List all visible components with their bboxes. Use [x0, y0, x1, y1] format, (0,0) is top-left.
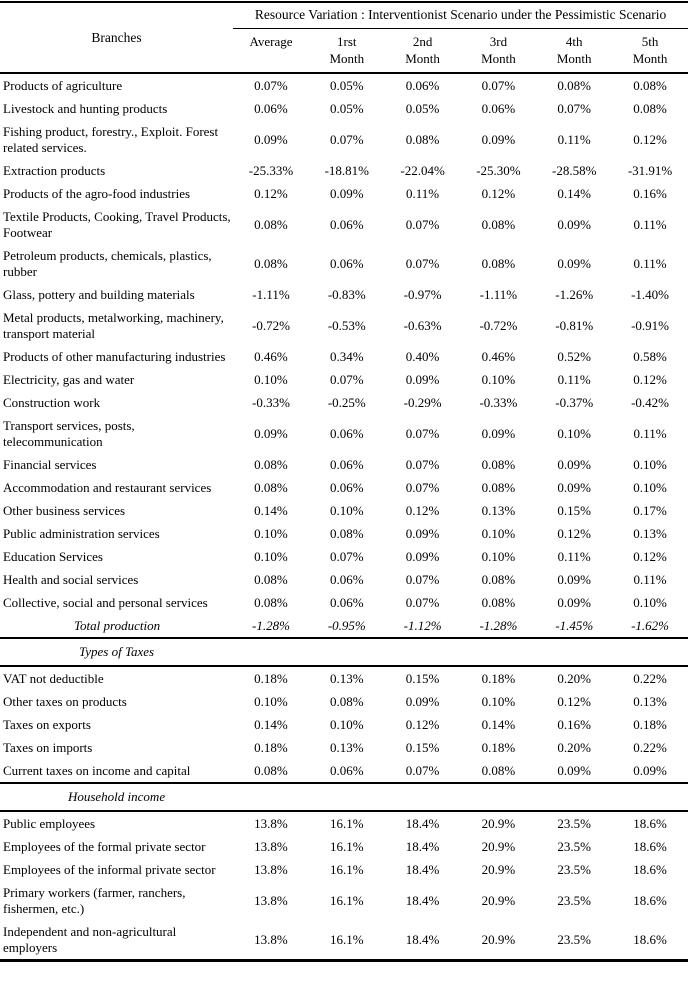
value-cell: 0.20%: [557, 739, 592, 755]
table-row: [0, 545, 688, 568]
row-label: Glass, pottery and building materials: [3, 286, 195, 302]
value-cell: 23.5%: [557, 861, 592, 877]
value-cell: 0.14%: [481, 716, 516, 732]
value-cell: 23.5%: [557, 838, 592, 854]
table-row: [0, 182, 688, 205]
value-cell: 0.08%: [329, 693, 364, 709]
value-cell: 0.06%: [309, 759, 385, 783]
value-cell: 0.10%: [481, 548, 516, 564]
value-cell: 0.06%: [329, 571, 364, 587]
column-header-1rst-month: [309, 29, 385, 74]
table-row: [0, 759, 688, 783]
value-cell: 0.08%: [481, 216, 516, 232]
value-cell: 0.08%: [254, 216, 288, 232]
table-row: [0, 476, 688, 499]
value-cell: 0.08%: [481, 255, 516, 271]
value-cell: 16.1%: [329, 815, 364, 831]
value-cell: 0.10%: [329, 716, 364, 732]
value-cell: 13.8%: [254, 861, 288, 877]
value-cell: 0.09%: [557, 216, 592, 232]
branches-column-header: Branches: [91, 29, 142, 45]
row-label: Public administration services: [3, 525, 160, 541]
value-cell: -31.91%: [627, 162, 673, 178]
value-cell: 0.06%: [329, 594, 364, 610]
value-cell: 0.12%: [557, 693, 592, 709]
table-row: [0, 881, 688, 920]
value-cell: 0.08%: [405, 131, 440, 147]
value-cell: 0.08%: [481, 594, 516, 610]
row-label: Current taxes on income and capital: [0, 759, 233, 783]
value-cell: 0.06%: [254, 100, 288, 116]
row-label: Electricity, gas and water: [3, 371, 135, 387]
value-cell: 0.18%: [481, 739, 516, 755]
value-cell: 20.9%: [481, 892, 516, 908]
value-cell: 0.09%: [557, 479, 592, 495]
table-row: [0, 835, 688, 858]
value-cell: 18.6%: [633, 892, 667, 908]
value-cell: 0.08%: [481, 571, 516, 587]
column-header-line1: 4th: [565, 34, 583, 49]
value-cell: -0.53%: [327, 317, 366, 333]
table-row: [0, 159, 688, 182]
value-cell: 0.17%: [633, 502, 667, 518]
table-row: [0, 345, 688, 368]
value-cell: -1.28%: [233, 614, 309, 638]
value-cell: 20.9%: [481, 838, 516, 854]
table-row: [0, 97, 688, 120]
value-cell: 0.09%: [405, 371, 440, 387]
value-cell: -22.04%: [400, 162, 445, 178]
value-cell: 0.08%: [254, 479, 288, 495]
section-title: Household income: [0, 783, 233, 811]
value-cell: 0.10%: [254, 548, 288, 564]
row-label: Taxes on imports: [3, 739, 93, 755]
table-row: [0, 499, 688, 522]
value-cell: 0.08%: [254, 456, 288, 472]
column-header-3rd-month: [461, 29, 537, 74]
table-row: [0, 736, 688, 759]
value-cell: 0.10%: [633, 456, 667, 472]
value-cell: -0.63%: [403, 317, 442, 333]
row-label: Products of other manufacturing industries: [3, 348, 226, 364]
value-cell: 0.06%: [329, 425, 364, 441]
value-cell: 0.06%: [329, 255, 364, 271]
value-cell: 0.09%: [481, 131, 516, 147]
value-cell: 18.4%: [405, 861, 440, 877]
value-cell: 0.18%: [633, 716, 667, 732]
value-cell: 0.08%: [481, 479, 516, 495]
value-cell: 0.12%: [481, 185, 516, 201]
table-title: Resource Variation : Interventionist Scenario under the Pessimistic Scenario: [233, 2, 688, 29]
value-cell: 0.07%: [405, 425, 440, 441]
value-cell: 0.14%: [557, 185, 592, 201]
value-cell: 0.08%: [633, 77, 667, 93]
value-cell: -0.97%: [403, 286, 442, 302]
value-cell: 0.13%: [481, 502, 516, 518]
value-cell: 18.6%: [633, 861, 667, 877]
value-cell: 0.08%: [254, 594, 288, 610]
title-row: [0, 2, 688, 29]
value-cell: -0.42%: [631, 394, 670, 410]
value-cell: 0.06%: [329, 479, 364, 495]
value-cell: 0.09%: [557, 594, 592, 610]
value-cell: 0.11%: [557, 371, 591, 387]
row-label: Construction work: [3, 394, 101, 410]
value-cell: 18.4%: [405, 892, 440, 908]
value-cell: 0.09%: [557, 571, 592, 587]
value-cell: 0.14%: [254, 502, 288, 518]
value-cell: 0.34%: [329, 348, 364, 364]
row-label: Fishing product, forestry., Exploit. Forest related services.: [3, 123, 219, 155]
value-cell: 0.05%: [329, 77, 364, 93]
row-label: Livestock and hunting products: [3, 100, 168, 116]
value-cell: 0.16%: [557, 716, 592, 732]
value-cell: 0.11%: [557, 131, 591, 147]
value-cell: 0.11%: [633, 255, 667, 271]
value-cell: 18.4%: [405, 838, 440, 854]
value-cell: 18.6%: [633, 838, 667, 854]
value-cell: -1.12%: [385, 614, 461, 638]
value-cell: 0.10%: [481, 693, 516, 709]
table-row: [0, 811, 688, 835]
value-cell: 0.09%: [329, 185, 364, 201]
table-row: [0, 453, 688, 476]
value-cell: 0.05%: [405, 100, 440, 116]
value-cell: 0.12%: [633, 371, 667, 387]
value-cell: -1.26%: [555, 286, 594, 302]
row-label: Primary workers (farmer, ranchers, fishermen, etc.): [3, 884, 186, 916]
value-cell: 0.07%: [405, 216, 440, 232]
value-cell: -0.37%: [555, 394, 594, 410]
row-label: Collective, social and personal services: [3, 594, 208, 610]
value-cell: -1.45%: [536, 614, 612, 638]
value-cell: 0.16%: [633, 185, 667, 201]
table-header: [0, 2, 688, 73]
table-row: [0, 690, 688, 713]
value-cell: 0.10%: [557, 425, 592, 441]
value-cell: -0.33%: [479, 394, 518, 410]
value-cell: 0.07%: [405, 571, 440, 587]
resource-variation-table: [0, 1, 688, 962]
value-cell: 0.07%: [405, 456, 440, 472]
table-row: [0, 568, 688, 591]
value-cell: 0.11%: [633, 425, 667, 441]
value-cell: 0.12%: [557, 525, 592, 541]
value-cell: 0.12%: [405, 502, 440, 518]
value-cell: 0.10%: [633, 479, 667, 495]
table-row: [0, 120, 688, 159]
value-cell: 0.11%: [633, 571, 667, 587]
value-cell: -25.33%: [248, 162, 294, 178]
value-cell: 0.08%: [329, 525, 364, 541]
section-header-row-household-income: [0, 783, 688, 811]
value-cell: 23.5%: [557, 931, 592, 947]
value-cell: -1.28%: [461, 614, 537, 638]
table-row: [0, 205, 688, 244]
row-label: Accommodation and restaurant services: [3, 479, 212, 495]
value-cell: -0.95%: [309, 614, 385, 638]
column-header-line2: Month: [556, 51, 592, 66]
value-cell: -0.33%: [252, 394, 290, 410]
value-cell: 0.14%: [254, 716, 288, 732]
row-label: Transport services, posts, telecommunication: [3, 417, 135, 449]
value-cell: 0.10%: [329, 502, 364, 518]
value-cell: 0.13%: [329, 739, 364, 755]
value-cell: 0.12%: [633, 131, 667, 147]
value-cell: 0.08%: [254, 571, 288, 587]
value-cell: 0.58%: [633, 348, 667, 364]
row-label: Public employees: [3, 815, 96, 831]
value-cell: 0.05%: [329, 100, 364, 116]
column-header-line2: Month: [481, 51, 516, 66]
total-production-row: [0, 614, 688, 638]
row-label: Products of agriculture: [3, 77, 123, 93]
value-cell: 0.07%: [329, 131, 364, 147]
row-label: Employees of the formal private sector: [3, 838, 206, 854]
table-row: [0, 73, 688, 97]
table-row: [0, 591, 688, 614]
table-row: [0, 306, 688, 345]
table-row: [0, 368, 688, 391]
value-cell: 0.11%: [406, 185, 440, 201]
column-header-4th-month: [536, 29, 612, 74]
table-row: [0, 283, 688, 306]
value-cell: 0.09%: [254, 425, 288, 441]
value-cell: 0.18%: [254, 670, 288, 686]
value-cell: -0.72%: [479, 317, 518, 333]
value-cell: 0.08%: [254, 255, 288, 271]
value-cell: 0.06%: [329, 456, 364, 472]
value-cell: 0.07%: [329, 548, 364, 564]
value-cell: 18.4%: [405, 931, 440, 947]
value-cell: 18.6%: [633, 931, 667, 947]
table-row: [0, 414, 688, 453]
value-cell: 0.09%: [254, 131, 288, 147]
row-label: Taxes on exports: [3, 716, 91, 732]
value-cell: 0.46%: [254, 348, 288, 364]
column-header-line1: 1rst: [337, 34, 357, 49]
value-cell: 0.10%: [633, 594, 667, 610]
column-header-line2: Month: [632, 51, 668, 66]
row-label: Metal products, metalworking, machinery, transport material: [3, 309, 224, 341]
value-cell: 0.08%: [633, 100, 667, 116]
value-cell: 20.9%: [481, 931, 516, 947]
value-cell: 0.06%: [405, 77, 440, 93]
value-cell: -0.91%: [631, 317, 670, 333]
column-header-line1: 2nd: [412, 34, 433, 49]
row-label: Textile Products, Cooking, Travel Products, Footwear: [3, 208, 231, 240]
value-cell: -18.81%: [324, 162, 369, 178]
row-label: Independent and non-agricultural employers: [3, 923, 177, 955]
value-cell: 0.07%: [254, 77, 288, 93]
value-cell: 0.15%: [557, 502, 592, 518]
value-cell: 0.52%: [557, 348, 592, 364]
value-cell: -28.58%: [552, 162, 597, 178]
value-cell: 0.09%: [612, 759, 688, 783]
value-cell: 0.10%: [254, 693, 288, 709]
value-cell: 0.08%: [481, 456, 516, 472]
value-cell: 0.15%: [405, 739, 440, 755]
value-cell: 13.8%: [254, 838, 288, 854]
value-cell: 0.40%: [405, 348, 440, 364]
value-cell: 0.09%: [405, 693, 440, 709]
row-label: Petroleum products, chemicals, plastics, rubber: [3, 247, 212, 279]
row-label: Health and social services: [3, 571, 139, 587]
row-label: Other taxes on products: [3, 693, 127, 709]
value-cell: -0.83%: [327, 286, 366, 302]
table-row: [0, 920, 688, 961]
section-spacer: [233, 638, 688, 666]
value-cell: 0.13%: [633, 525, 667, 541]
value-cell: 0.12%: [405, 716, 440, 732]
value-cell: -1.40%: [631, 286, 670, 302]
value-cell: 0.06%: [481, 100, 516, 116]
value-cell: 13.8%: [254, 931, 288, 947]
value-cell: 0.08%: [461, 759, 537, 783]
column-header-line1: 3rd: [489, 34, 508, 49]
row-label: Total production: [0, 614, 233, 638]
table-row: [0, 391, 688, 414]
value-cell: -1.11%: [252, 286, 290, 302]
value-cell: 0.13%: [633, 693, 667, 709]
row-label: Employees of the informal private sector: [3, 861, 216, 877]
value-cell: 0.10%: [254, 371, 288, 387]
value-cell: 0.11%: [633, 216, 667, 232]
value-cell: 0.07%: [481, 77, 516, 93]
column-header-average: [233, 29, 309, 74]
value-cell: 23.5%: [557, 815, 592, 831]
value-cell: 0.07%: [405, 594, 440, 610]
column-header-5th-month: [612, 29, 688, 74]
value-cell: 0.13%: [329, 670, 364, 686]
value-cell: 0.12%: [254, 185, 288, 201]
row-label: VAT not deductible: [3, 670, 104, 686]
value-cell: 0.07%: [557, 100, 592, 116]
row-label: Extraction products: [3, 162, 106, 178]
column-header-line1: 5th: [641, 34, 659, 49]
value-cell: 0.22%: [633, 739, 667, 755]
value-cell: 23.5%: [557, 892, 592, 908]
section-spacer: [233, 783, 688, 811]
row-label: Other business services: [3, 502, 126, 518]
table-row: [0, 713, 688, 736]
value-cell: 18.4%: [405, 815, 440, 831]
table-row: [0, 244, 688, 283]
table-body: [0, 73, 688, 961]
row-label: Products of the agro-food industries: [3, 185, 191, 201]
value-cell: 20.9%: [481, 861, 516, 877]
value-cell: 0.46%: [481, 348, 516, 364]
value-cell: 0.07%: [385, 759, 461, 783]
value-cell: -1.62%: [612, 614, 688, 638]
value-cell: 0.12%: [633, 548, 667, 564]
value-cell: 0.09%: [481, 425, 516, 441]
value-cell: 0.20%: [557, 670, 592, 686]
value-cell: -0.29%: [403, 394, 442, 410]
value-cell: 16.1%: [329, 838, 364, 854]
value-cell: 0.18%: [481, 670, 516, 686]
value-cell: 0.08%: [233, 759, 309, 783]
value-cell: 0.07%: [405, 255, 440, 271]
value-cell: 0.07%: [405, 479, 440, 495]
column-header-2nd-month: [385, 29, 461, 74]
value-cell: 0.09%: [557, 255, 592, 271]
value-cell: -0.81%: [555, 317, 594, 333]
value-cell: 0.10%: [254, 525, 288, 541]
column-header-line2: Month: [329, 51, 365, 66]
column-header-line1: Average: [249, 34, 293, 49]
row-label: Education Services: [3, 548, 103, 564]
value-cell: 18.6%: [633, 815, 667, 831]
value-cell: -0.25%: [327, 394, 366, 410]
table-row: [0, 666, 688, 690]
value-cell: 0.09%: [536, 759, 612, 783]
value-cell: -0.72%: [252, 317, 290, 333]
value-cell: 20.9%: [481, 815, 516, 831]
table-row: [0, 522, 688, 545]
value-cell: 0.18%: [254, 739, 288, 755]
section-title: Types of Taxes: [0, 638, 233, 666]
value-cell: 0.09%: [405, 525, 440, 541]
value-cell: 0.11%: [557, 548, 591, 564]
value-cell: 0.06%: [329, 216, 364, 232]
value-cell: 0.09%: [557, 456, 592, 472]
value-cell: 13.8%: [254, 892, 288, 908]
column-header-line2: Month: [405, 51, 440, 66]
value-cell: 16.1%: [329, 861, 364, 877]
table-row: [0, 858, 688, 881]
value-cell: 0.10%: [481, 525, 516, 541]
value-cell: 0.07%: [329, 371, 364, 387]
value-cell: 16.1%: [329, 931, 364, 947]
value-cell: -25.30%: [476, 162, 521, 178]
section-header-row-types-of-taxes: [0, 638, 688, 666]
value-cell: 13.8%: [254, 815, 288, 831]
value-cell: 0.08%: [557, 77, 592, 93]
value-cell: 16.1%: [329, 892, 364, 908]
value-cell: 0.09%: [405, 548, 440, 564]
value-cell: -1.11%: [479, 286, 518, 302]
value-cell: 0.22%: [633, 670, 667, 686]
value-cell: 0.15%: [405, 670, 440, 686]
row-label: Financial services: [3, 456, 97, 472]
value-cell: 0.10%: [481, 371, 516, 387]
